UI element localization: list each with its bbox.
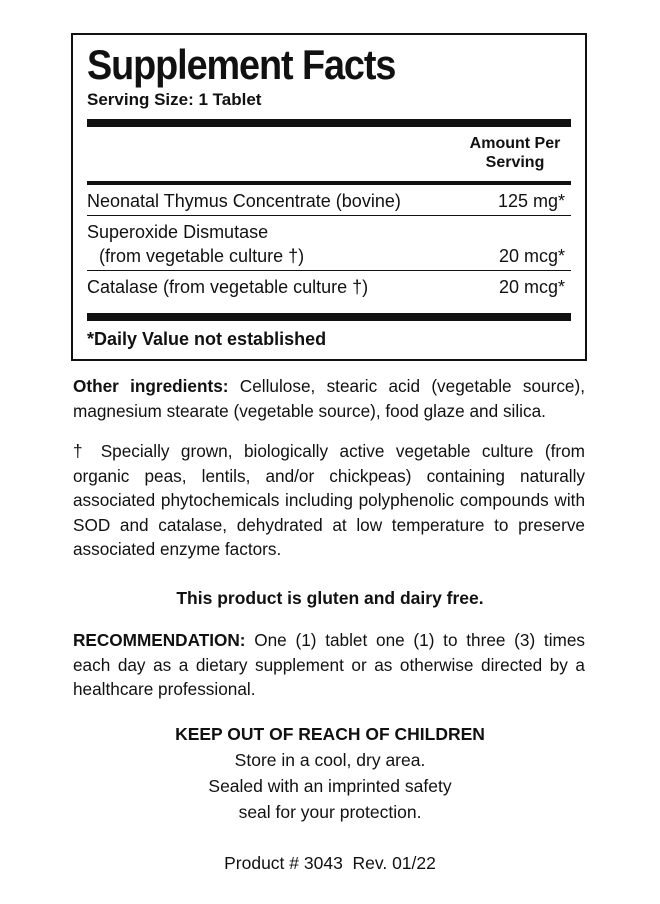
other-ingredients-label: Other ingredients: xyxy=(73,376,229,396)
thick-divider xyxy=(87,119,571,127)
nutrient-name-sub: (from vegetable culture †) xyxy=(99,246,305,266)
nutrient-name: Superoxide Dismutase xyxy=(87,222,269,242)
amount-header-line1: Amount Per xyxy=(469,135,561,152)
culture-note: † Specially grown, biologically active vegetable culture (from organic peas, lentils, and/or chickpeas) containing naturally associated phytochemicals including polyphenolic compounds with SOD and catalase, dehydrated at low temperature to preserve associated enzyme factors. xyxy=(73,441,585,559)
product-info: Product # 3043 Rev. 01/22 xyxy=(224,853,436,873)
warning-heading: KEEP OUT OF REACH OF CHILDREN xyxy=(175,724,485,744)
other-ingredients xyxy=(73,374,585,423)
recommendation xyxy=(73,628,585,702)
recommendation-text: One (1) tablet one (1) to three (3) times each day as a dietary supplement or as otherwise directed by a healthcare professional. xyxy=(73,630,585,699)
serving-size: Serving Size: 1 Tablet xyxy=(87,90,262,109)
nutrient-amount: 20 mcg* xyxy=(498,246,565,266)
nutrient-name: Neonatal Thymus Concentrate (bovine) xyxy=(87,191,401,211)
thick-divider xyxy=(87,313,571,321)
daily-value-footnote: *Daily Value not established xyxy=(87,329,327,349)
seal-line-2: seal for your protection. xyxy=(238,802,422,822)
recommendation-label: RECOMMENDATION: xyxy=(73,630,246,650)
supplement-facts-panel xyxy=(71,33,587,361)
seal-line-1: Sealed with an imprinted safety xyxy=(208,776,452,796)
other-ingredients-text: Cellulose, stearic acid (vegetable source), magnesium stearate (vegetable source), food glaze and silica. xyxy=(73,376,585,421)
gluten-free-note: This product is gluten and dairy free. xyxy=(176,588,484,608)
nutrient-row xyxy=(87,216,571,270)
nutrient-amount: 20 mcg* xyxy=(498,277,565,297)
nutrient-row xyxy=(87,185,571,215)
storage-line: Store in a cool, dry area. xyxy=(234,750,426,770)
amount-header-line2: Serving xyxy=(485,154,545,171)
nutrient-name: Catalase (from vegetable culture †) xyxy=(87,277,369,297)
facts-title: Supplement Facts xyxy=(87,41,396,88)
nutrient-amount: 125 mg* xyxy=(497,191,565,211)
nutrient-row xyxy=(87,271,571,301)
amount-per-serving-header xyxy=(87,127,571,181)
